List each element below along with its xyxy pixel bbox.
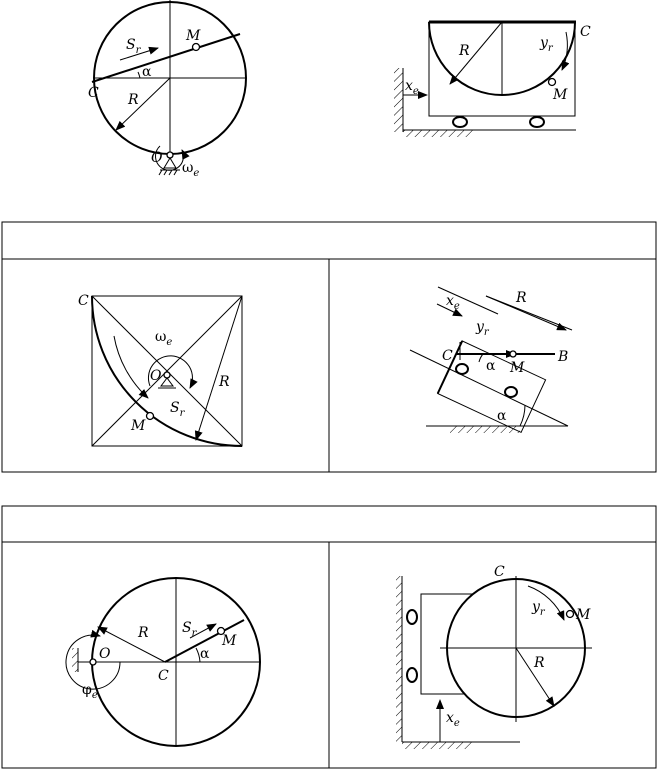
- radius-arrow: [450, 22, 502, 84]
- svg-text:φe: $\varphi_e$: [82, 682, 98, 701]
- svg-text:M: M: [510, 360, 525, 376]
- point-M: [549, 79, 556, 86]
- radius-arrow: [116, 78, 170, 130]
- svg-text:α: α: [486, 358, 496, 374]
- svg-text:M: M: [186, 28, 201, 44]
- svg-text:C: C: [158, 668, 169, 684]
- svg-text:α: α: [142, 64, 152, 80]
- svg-text:R: R: [516, 290, 527, 306]
- svg-text:O: O: [151, 150, 163, 166]
- svg-text:R: R: [128, 92, 139, 108]
- svg-text:xe: $x_e$: [405, 78, 419, 97]
- svg-text:ωe: $\omega_e$: [155, 329, 173, 348]
- svg-text:B: B: [558, 349, 569, 365]
- svg-text:Sr: $S_r$: [170, 400, 185, 419]
- chord-channel: [92, 34, 240, 82]
- svg-text:C: C: [88, 85, 99, 101]
- svg-text:O: O: [150, 368, 162, 384]
- figure-1-rotating-disk: [88, 0, 246, 179]
- svg-text:xe: $x_e$: [446, 710, 460, 729]
- figure-6-disk-on-slide: [396, 564, 592, 749]
- alpha-arc: [479, 354, 483, 362]
- pivot-O: [90, 659, 96, 665]
- roller-wheel-icon: [407, 610, 417, 682]
- roller-wheel-icon: [453, 117, 544, 127]
- figure-2-cart-semicircle: [394, 22, 591, 137]
- svg-text:Sr: $S_r$: [182, 620, 197, 639]
- figure-4-incline-cart: [410, 287, 572, 433]
- svg-text:yr: $y_r$: [476, 319, 489, 338]
- svg-text:yr: $y_r$: [532, 599, 545, 618]
- svg-text:C: C: [580, 24, 591, 40]
- svg-text:ωe: $\omega_e$: [182, 160, 200, 179]
- svg-text:M: M: [553, 87, 568, 103]
- svg-text:R: R: [138, 625, 149, 641]
- svg-text:xe: $x_e$: [446, 293, 460, 312]
- point-M: [510, 351, 516, 357]
- figure-3-square-quarter-circle: [78, 293, 242, 446]
- svg-text:R: R: [219, 374, 230, 390]
- svg-text:yr: $y_r$: [540, 35, 553, 54]
- svg-text:C: C: [442, 348, 453, 364]
- point-M: [567, 611, 574, 618]
- svg-text:α: α: [497, 408, 507, 424]
- svg-text:O: O: [99, 646, 111, 662]
- svg-text:C: C: [494, 564, 505, 580]
- svg-text:R: R: [459, 43, 470, 59]
- svg-text:α: α: [200, 646, 210, 662]
- sr-arrow: [114, 336, 148, 398]
- point-M: [147, 413, 154, 420]
- svg-text:M: M: [222, 633, 237, 649]
- figure-5-pivoted-disk: [66, 578, 260, 746]
- incline-alpha-arc: [520, 405, 525, 426]
- svg-text:Sr: $S_r$: [126, 37, 141, 56]
- radius-arrow: [196, 296, 242, 440]
- svg-text:R: R: [534, 655, 545, 671]
- point-M: [193, 44, 200, 51]
- svg-text:C: C: [78, 293, 89, 309]
- alpha-arc: [138, 72, 140, 78]
- svg-text:M: M: [131, 418, 146, 434]
- svg-text:M: M: [576, 607, 591, 623]
- pivot-O: [164, 372, 170, 378]
